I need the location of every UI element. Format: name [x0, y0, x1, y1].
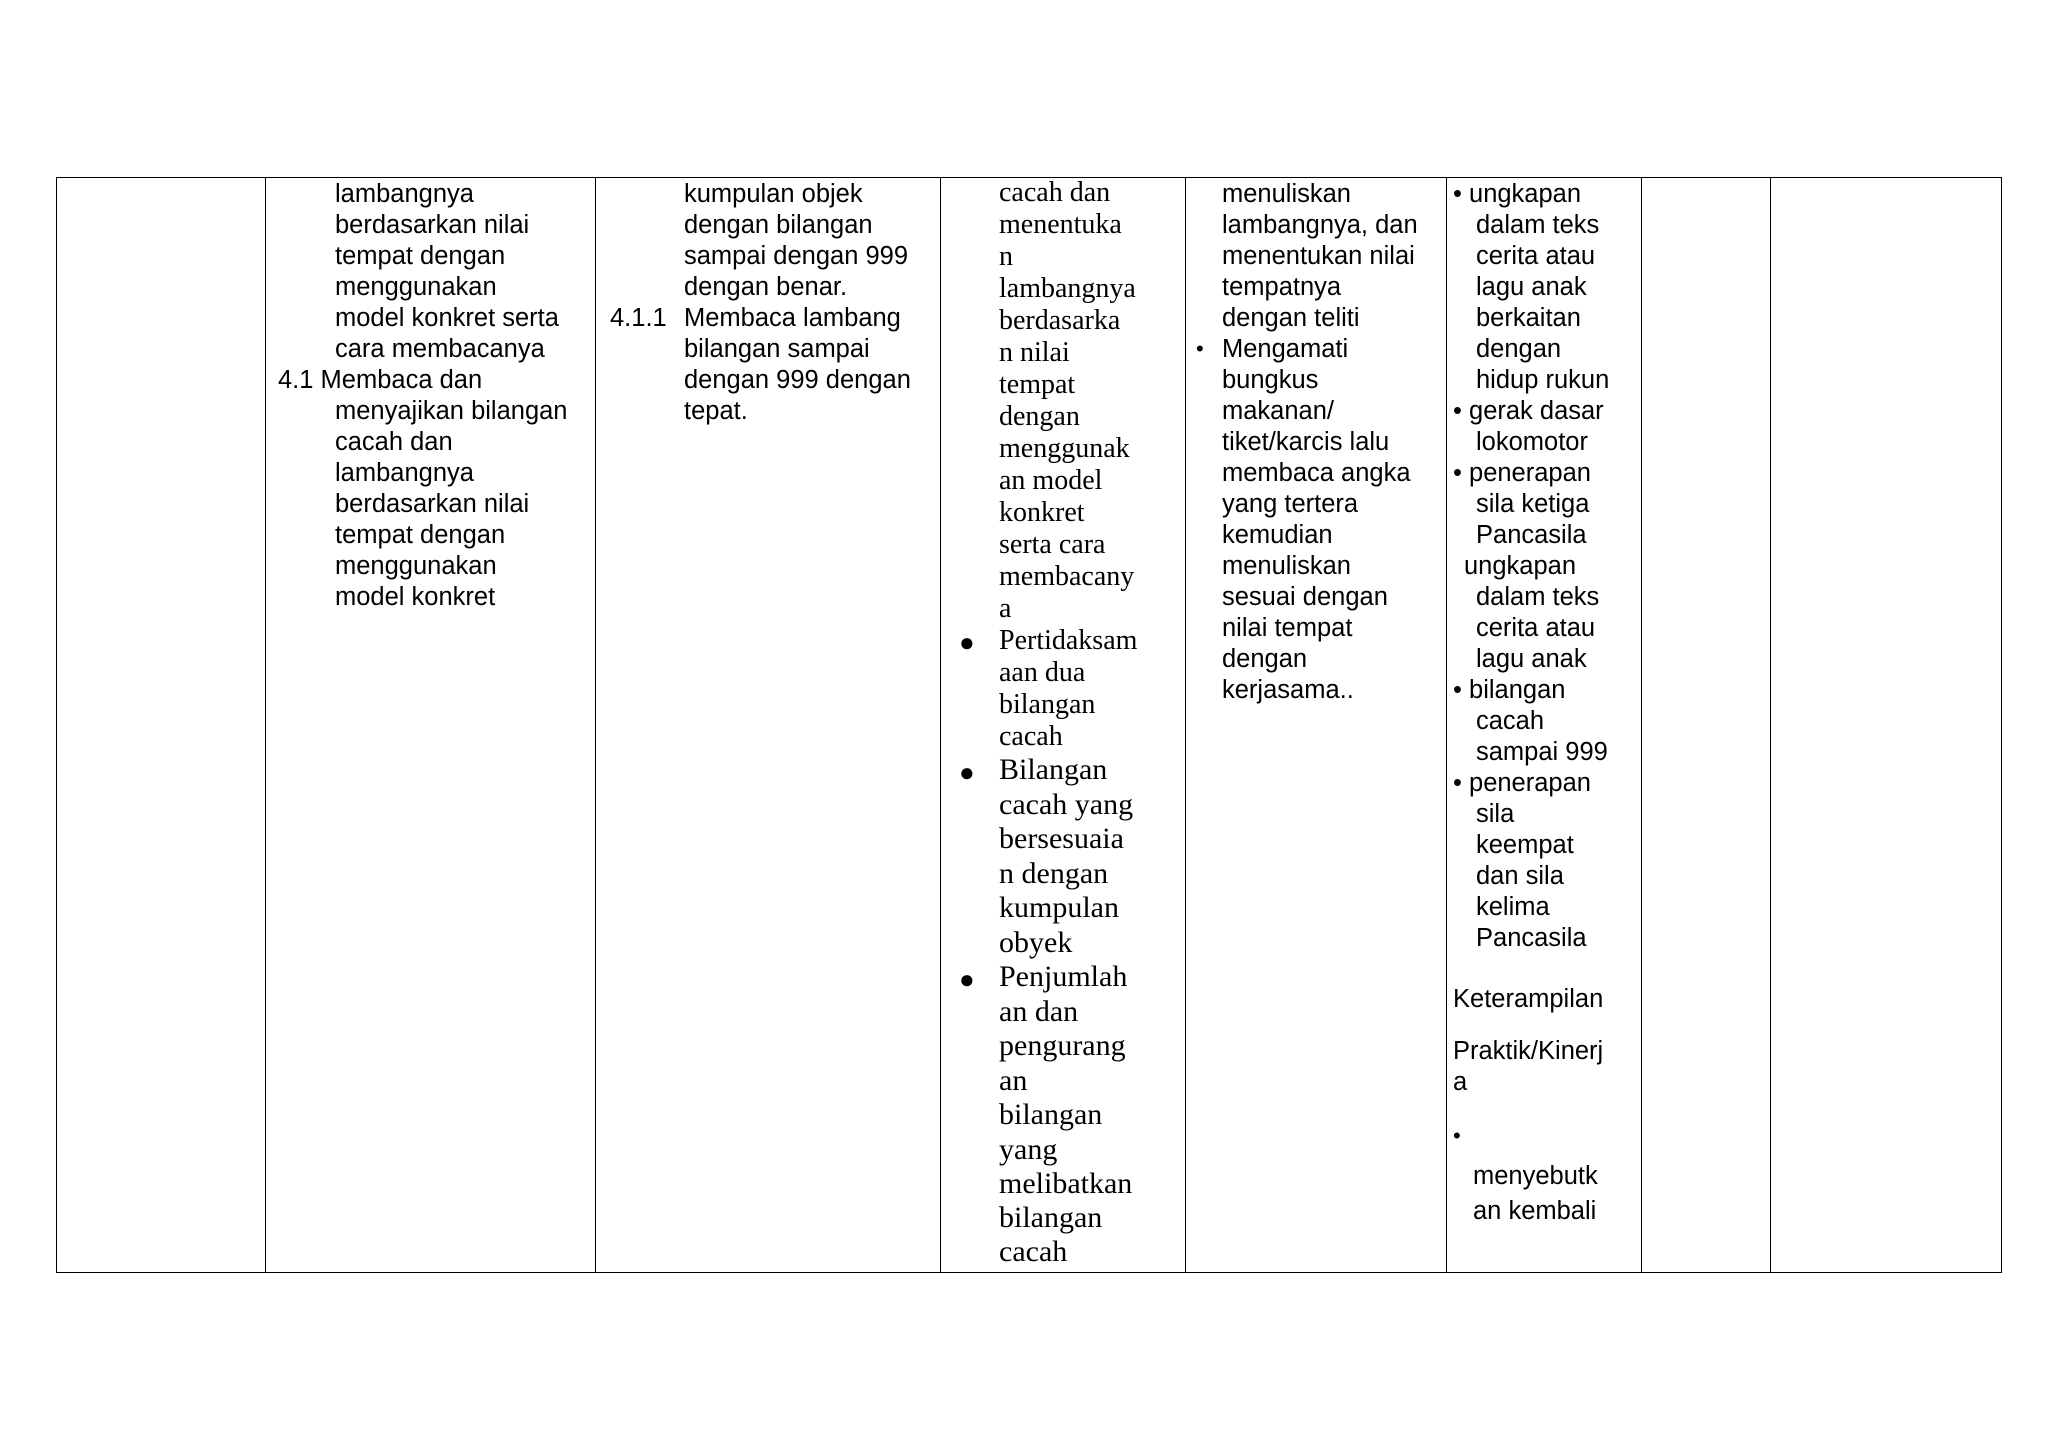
- text-line: Pancasila: [1476, 924, 1587, 952]
- table-cell-material: [945, 177, 1183, 1269]
- text-line: Mengamati: [1222, 335, 1349, 363]
- text-line: pengurang: [999, 1029, 1126, 1062]
- text-line: tepat.: [684, 397, 748, 425]
- text-line: menuliskan: [1222, 180, 1351, 208]
- text-line: model konkret: [335, 583, 496, 611]
- text-line: tempat dengan: [335, 242, 506, 270]
- text-line: menyebutk: [1473, 1162, 1598, 1190]
- text-line: obyek: [999, 925, 1073, 959]
- text-line: berdasarkan nilai: [335, 211, 530, 239]
- column-divider: [940, 177, 941, 1273]
- item-number: 4.1.1: [610, 304, 667, 332]
- text-line: lagu anak: [1476, 645, 1587, 673]
- text-line: dalam teks: [1476, 583, 1600, 611]
- text-line: yang tertera: [1222, 490, 1359, 518]
- text-line: dan sila: [1476, 862, 1564, 890]
- text-line: lambangnya: [335, 180, 474, 208]
- text-line: Pancasila: [1476, 521, 1587, 549]
- text-line: bersesuaia: [999, 822, 1124, 855]
- text-line: cacah dan: [999, 177, 1111, 208]
- assessment-heading: Keterampilan: [1453, 985, 1604, 1013]
- table-cell-indicator: [600, 179, 935, 427]
- text-line: kerjasama..: [1222, 676, 1354, 704]
- text-line: dengan benar.: [684, 273, 848, 301]
- indicator-item-header: [600, 303, 935, 334]
- text-line: berdasarka: [999, 305, 1121, 336]
- text-line: dengan bilangan: [684, 211, 873, 239]
- text-line: dengan: [1222, 645, 1308, 673]
- column-divider: [1446, 177, 1447, 1273]
- list-item: • ungkapan: [1453, 180, 1582, 208]
- column-divider: [595, 177, 596, 1273]
- list-item: ungkapan: [1464, 552, 1577, 580]
- text-line: an kembali: [1473, 1197, 1597, 1225]
- text-line: tempat: [999, 369, 1076, 400]
- material-bullet-list: [945, 753, 1183, 960]
- text-line: tiket/karcis lalu: [1222, 428, 1390, 456]
- text-line: melibatkan: [999, 1166, 1133, 1200]
- text-line: bilangan: [999, 1098, 1103, 1131]
- text-line: dengan: [1476, 335, 1562, 363]
- text-line: menentuka: [999, 209, 1122, 240]
- text-line: cerita atau: [1476, 614, 1596, 642]
- column-divider: [1770, 177, 1771, 1273]
- text-line: cacah: [1476, 707, 1545, 735]
- text-line: bilangan: [999, 689, 1096, 720]
- text-line: makanan/: [1222, 397, 1334, 425]
- text-line: cacah yang: [999, 787, 1134, 821]
- text-line: sampai 999: [1476, 738, 1608, 766]
- bullet-icon: ●: [959, 965, 975, 994]
- text-line: konkret: [999, 497, 1085, 528]
- list-item: • bilangan: [1453, 676, 1566, 704]
- text-line: lambangnya: [335, 459, 474, 487]
- table-cell-competency: [270, 179, 590, 613]
- text-line: keempat: [1476, 831, 1574, 859]
- text-line: kelima: [1476, 893, 1550, 921]
- assessment-subheading: Praktik/Kinerj: [1453, 1037, 1604, 1065]
- text-line: membaca angka: [1222, 459, 1411, 487]
- text-line: tempatnya: [1222, 273, 1342, 301]
- text-line: an model: [999, 465, 1103, 496]
- text-line: serta cara: [999, 529, 1106, 560]
- text-line: an dan: [999, 994, 1079, 1028]
- text-line: lokomotor: [1476, 428, 1588, 456]
- text-line: cacah: [999, 721, 1063, 752]
- text-line: menggunak: [999, 433, 1130, 464]
- text-line: Bilangan: [999, 753, 1108, 786]
- text-line: cacah dan: [335, 428, 453, 456]
- text-line: menggunakan: [335, 273, 497, 301]
- text-line: dalam teks: [1476, 211, 1600, 239]
- text-line: sila: [1476, 800, 1515, 828]
- competency-item-header: [270, 365, 590, 396]
- text-line: dengan: [999, 401, 1080, 432]
- list-item: • gerak dasar: [1453, 397, 1604, 425]
- text-line: menuliskan: [1222, 552, 1351, 580]
- table-cell-assessment: [1451, 179, 1639, 1229]
- text-line: bilangan: [999, 1200, 1103, 1234]
- text-line: lagu anak: [1476, 273, 1587, 301]
- material-bullet-list: [945, 625, 1183, 753]
- text-line: bilangan sampai: [684, 335, 870, 363]
- item-number: 4.1: [278, 366, 314, 394]
- item-text: Membaca lambang: [684, 304, 901, 332]
- text-line: hidup rukun: [1476, 366, 1610, 394]
- text-line: a: [999, 593, 1012, 624]
- text-line: an: [999, 1063, 1028, 1097]
- material-bullet-list: [945, 960, 1183, 1269]
- text-line: bungkus: [1222, 366, 1319, 394]
- bullet-icon: •: [1453, 1123, 1461, 1148]
- text-line: aan dua: [999, 657, 1086, 688]
- text-line: sampai dengan 999: [684, 242, 909, 270]
- text-line: menggunakan: [335, 552, 497, 580]
- bullet-icon: ●: [959, 758, 975, 787]
- text-line: menyajikan bilangan: [335, 397, 568, 425]
- text-line: cara membacanya: [335, 335, 545, 363]
- text-line: kumpulan: [999, 891, 1119, 924]
- text-line: berdasarkan nilai: [335, 490, 530, 518]
- text-line: lambangnya, dan: [1222, 211, 1418, 239]
- text-line: menentukan nilai: [1222, 242, 1415, 270]
- table-cell-activity: [1190, 179, 1442, 706]
- text-line: cacah: [999, 1234, 1068, 1268]
- text-line: yang: [999, 1132, 1058, 1166]
- column-divider: [265, 177, 266, 1273]
- activity-bullet-list: [1190, 334, 1442, 706]
- column-divider: [1185, 177, 1186, 1273]
- text-line: berkaitan: [1476, 304, 1581, 332]
- bullet-icon: •: [1196, 336, 1204, 361]
- text-line: n: [999, 241, 1013, 272]
- bullet-icon: ●: [959, 628, 975, 657]
- text-line: cerita atau: [1476, 242, 1596, 270]
- text-line: kemudian: [1222, 521, 1333, 549]
- text-line: sila ketiga: [1476, 490, 1590, 518]
- text-line: n dengan: [999, 856, 1109, 890]
- assessment-subheading: a: [1453, 1068, 1468, 1096]
- text-line: Pertidaksam: [999, 625, 1138, 656]
- text-line: tempat dengan: [335, 521, 506, 549]
- list-item: • penerapan: [1453, 769, 1591, 797]
- text-line: sesuai dengan: [1222, 583, 1388, 611]
- text-line: nilai tempat: [1222, 614, 1353, 642]
- text-line: lambangnya: [999, 273, 1136, 304]
- item-text: Membaca dan: [320, 366, 483, 394]
- text-line: dengan teliti: [1222, 304, 1360, 332]
- text-line: kumpulan objek: [684, 180, 863, 208]
- text-line: Penjumlah: [999, 960, 1128, 993]
- list-item: • penerapan: [1453, 459, 1591, 487]
- text-line: dengan 999 dengan: [684, 366, 911, 394]
- text-line: membacany: [999, 561, 1135, 592]
- text-line: n nilai: [999, 337, 1070, 368]
- text-line: model konkret serta: [335, 304, 559, 332]
- column-divider: [1641, 177, 1642, 1273]
